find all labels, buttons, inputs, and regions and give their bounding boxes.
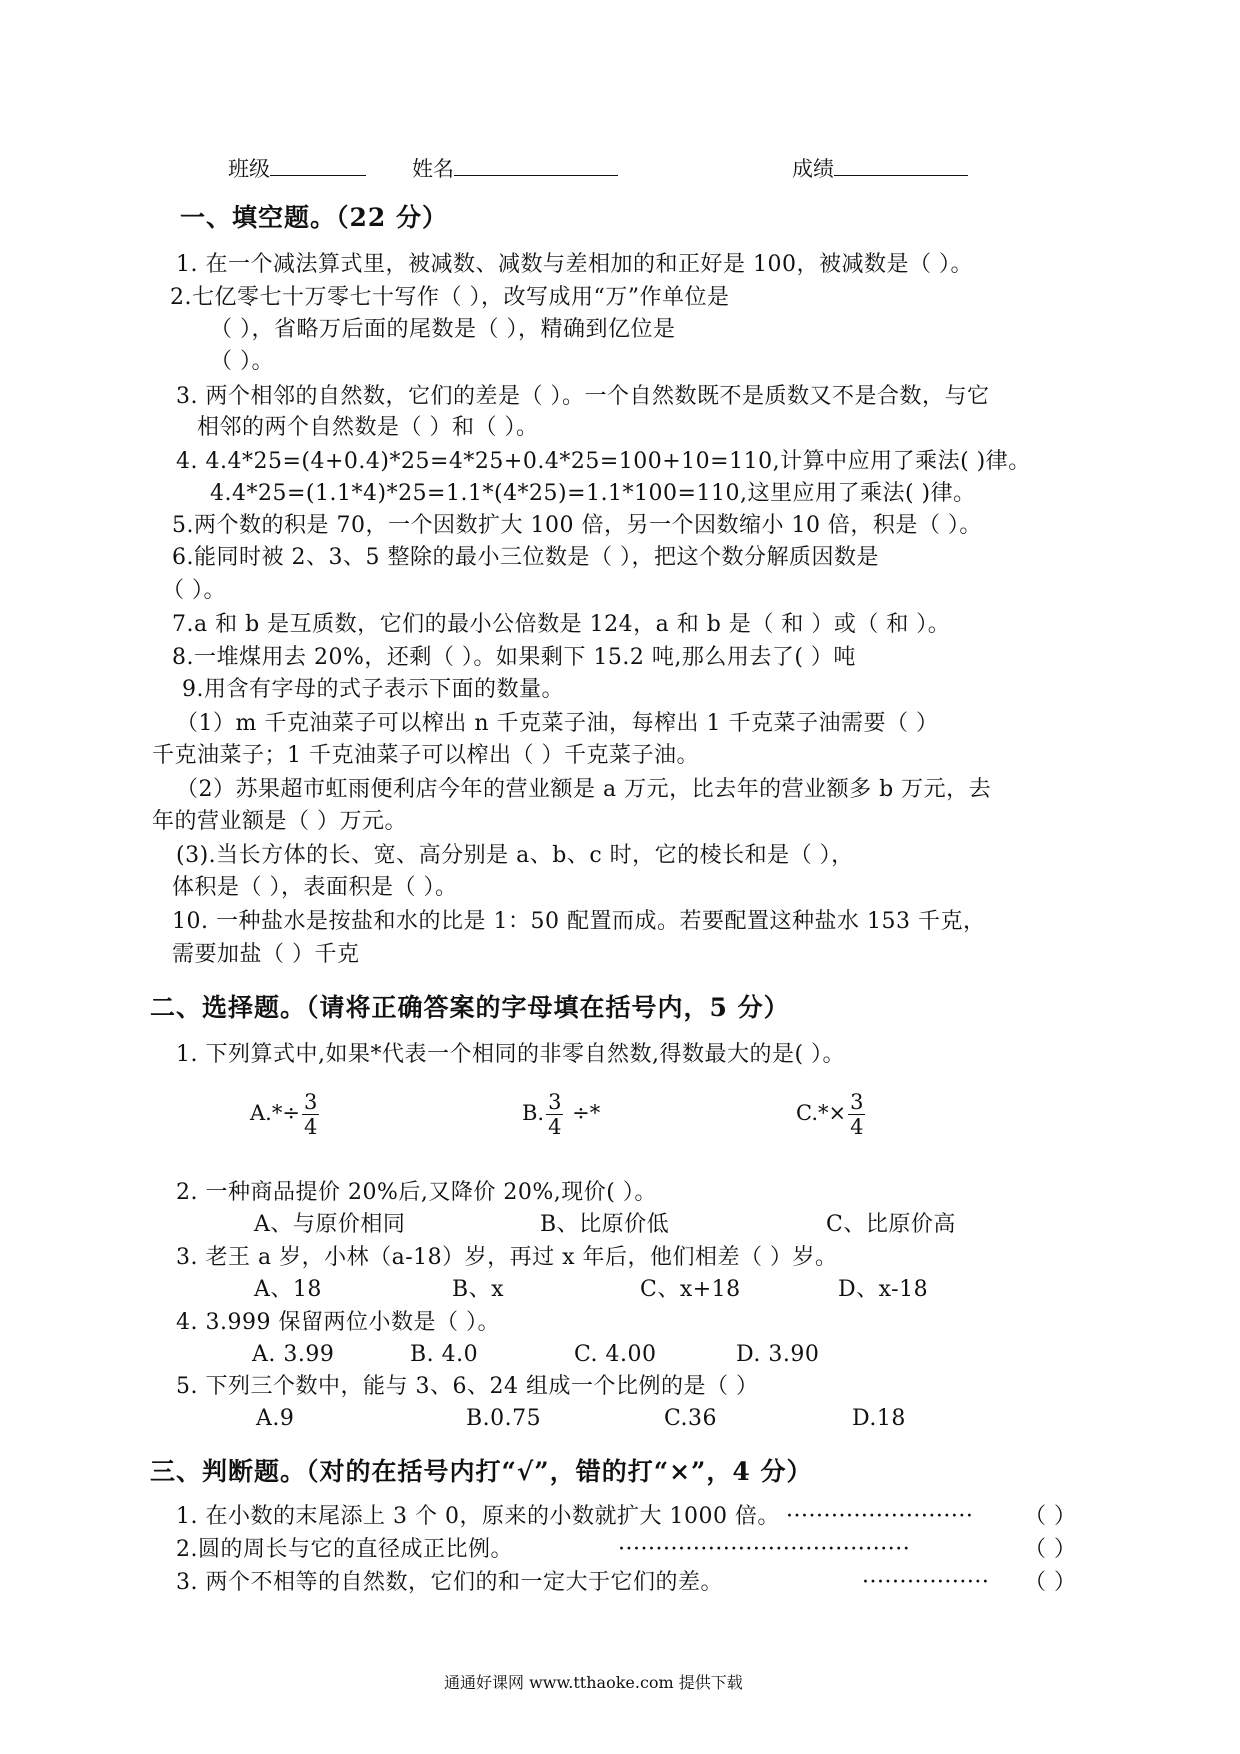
s3-item-2-dots: ······································· [618,1537,911,1562]
score-field [792,153,968,183]
s3-item-1-paren: （ ） [1024,1504,1077,1529]
class-label: 班级 [228,157,270,181]
s3-item-2-text: 2.圆的周长与它的直径成正比例。 [176,1537,513,1562]
s2-question-1: 1. 下列算式中,如果*代表一个相同的非零自然数,得数最大的是( ）。 [176,1042,846,1067]
section1-title: 一、填空题。（22 分） [180,203,448,232]
s1-line: 1. 在一个减法算式里，被减数、减数与差相加的和正好是 100，被减数是（ ）。 [176,252,973,277]
s1-line: 5.两个数的积是 70，一个因数扩大 100 倍，另一个因数缩小 10 倍，积是（ ）。 [172,513,982,538]
section3-title: 三、判断题。（对的在括号内打“√”，错的打“×”，4 分） [150,1457,813,1486]
s2-q3-option: A、18 [254,1277,322,1302]
s2-question-2: 2. 一种商品提价 20%后,又降价 20%,现价( ）。 [176,1180,657,1205]
s1-line: 4.4*25=(1.1*4)*25=1.1*(4*25)=1.1*100=110,这里应用了乘法( )律。 [210,481,976,506]
score-label: 成绩 [792,157,834,181]
class-field [228,153,366,183]
s3-item-3-text: 3. 两个不相等的自然数，它们的和一定大于它们的差。 [176,1570,723,1595]
s2-q3-option: B、x [452,1277,505,1302]
s2-q3-option: D、x-18 [838,1277,929,1302]
fraction: $\frac{3}{4}$ [548,1090,562,1139]
s2-q2-option: B、比原价低 [540,1212,670,1237]
s2-q4-option: B. 4.0 [410,1342,479,1367]
s1-line: 千克油菜子；1 千克油菜子可以榨出（ ）千克菜子油。 [152,743,699,768]
s1-line: （ ），省略万后面的尾数是（ ），精确到亿位是 [210,317,676,342]
s1-line: 9.用含有字母的式子表示下面的数量。 [182,677,564,702]
s1-line: （ ）。 [210,349,274,374]
s1-line: 相邻的两个自然数是（ ）和（ ）。 [197,415,539,440]
section2-title: 二、选择题。（请将正确答案的字母填在括号内，5 分） [150,993,790,1022]
s2-q3-option: C、x+18 [640,1277,741,1302]
score-blank [834,155,968,176]
name-field [412,153,618,183]
name-blank [454,155,618,176]
s2-q4-option: A. 3.99 [252,1342,335,1367]
s1-line: 4. 4.4*25=(4+0.4)*25=4*25+0.4*25=100+10=110,计算中应用了乘法( )律。 [176,449,1031,474]
s1-line: 10. 一种盐水是按盐和水的比是 1：50 配置而成。若要配置这种盐水 153 千克， [172,909,986,934]
s1-line: 2.七亿零七十万零七十写作（ ），改写成用“万”作单位是 [170,285,730,310]
s1-line: （2）苏果超市虹雨便利店今年的营业额是 a 万元，比去年的营业额多 b 万元，去 [176,777,992,802]
s1-line: 8.一堆煤用去 20%，还剩（ ）。如果剩下 15.2 吨,那么用去了( ）吨 [172,645,856,670]
s1-line: 体积是（ ），表面积是（ ）。 [172,875,458,900]
s2-q5-option: B.0.75 [466,1406,542,1431]
s3-item-1-dots: ························· [786,1504,974,1529]
s2-q1-option-a: A.*÷ $\frac{3}{4}$ [250,1090,318,1139]
s2-question-5: 5. 下列三个数中，能与 3、6、24 组成一个比例的是（ ） [176,1374,759,1399]
s2-q5-option: C.36 [664,1406,718,1431]
s2-q1-option-b: B. $\frac{3}{4}$ ÷* [522,1090,601,1139]
s2-q2-option: A、与原价相同 [254,1212,406,1237]
s1-line: 7.a 和 b 是互质数，它们的最小公倍数是 124，a 和 b 是（ 和 ）或（ 和 ）。 [172,612,951,637]
fraction: $\frac{3}{4}$ [303,1090,318,1139]
s1-line: (3).当长方体的长、宽、高分别是 a、b、c 时，它的棱长和是（ ）， [176,843,854,868]
s2-q2-option: C、比原价高 [826,1212,956,1237]
name-label: 姓名 [412,157,454,181]
s1-line: 6.能同时被 2、3、5 整除的最小三位数是（ ），把这个数分解质因数是 [172,545,879,570]
s2-question-3: 3. 老王 a 岁，小林（a-18）岁，再过 x 年后，他们相差（ ）岁。 [176,1245,838,1270]
s3-item-2-paren: （ ） [1024,1537,1077,1562]
footer-text: 通通好课网 www.tthaoke.com 提供下载 [444,1673,743,1692]
s2-q5-option: D.18 [852,1406,906,1431]
s1-line: 年的营业额是（ ）万元。 [152,809,407,834]
s1-line: 3. 两个相邻的自然数，它们的差是（ ）。一个自然数既不是质数又不是合数，与它 [176,384,990,409]
s2-q5-option: A.9 [256,1406,295,1431]
s1-line: （1）m 千克油菜子可以榨出 n 千克菜子油，每榨出 1 千克菜子油需要（ ） [176,711,939,736]
class-blank [270,155,366,176]
s2-q4-option: D. 3.90 [736,1342,820,1367]
fraction: $\frac{3}{4}$ [850,1090,864,1139]
s1-line: （ ）。 [162,578,226,603]
s3-item-3-paren: （ ） [1024,1570,1077,1595]
s2-q4-option: C. 4.00 [574,1342,657,1367]
s3-item-1-text: 1. 在小数的末尾添上 3 个 0，原来的小数就扩大 1000 倍。 [176,1504,780,1529]
s2-question-4: 4. 3.999 保留两位小数是（ ）。 [176,1310,500,1335]
s2-q1-option-c: C.*× $\frac{3}{4}$ [796,1090,864,1139]
s3-item-3-dots: ················· [862,1570,990,1595]
s1-line: 需要加盐（ ）千克 [172,942,360,967]
